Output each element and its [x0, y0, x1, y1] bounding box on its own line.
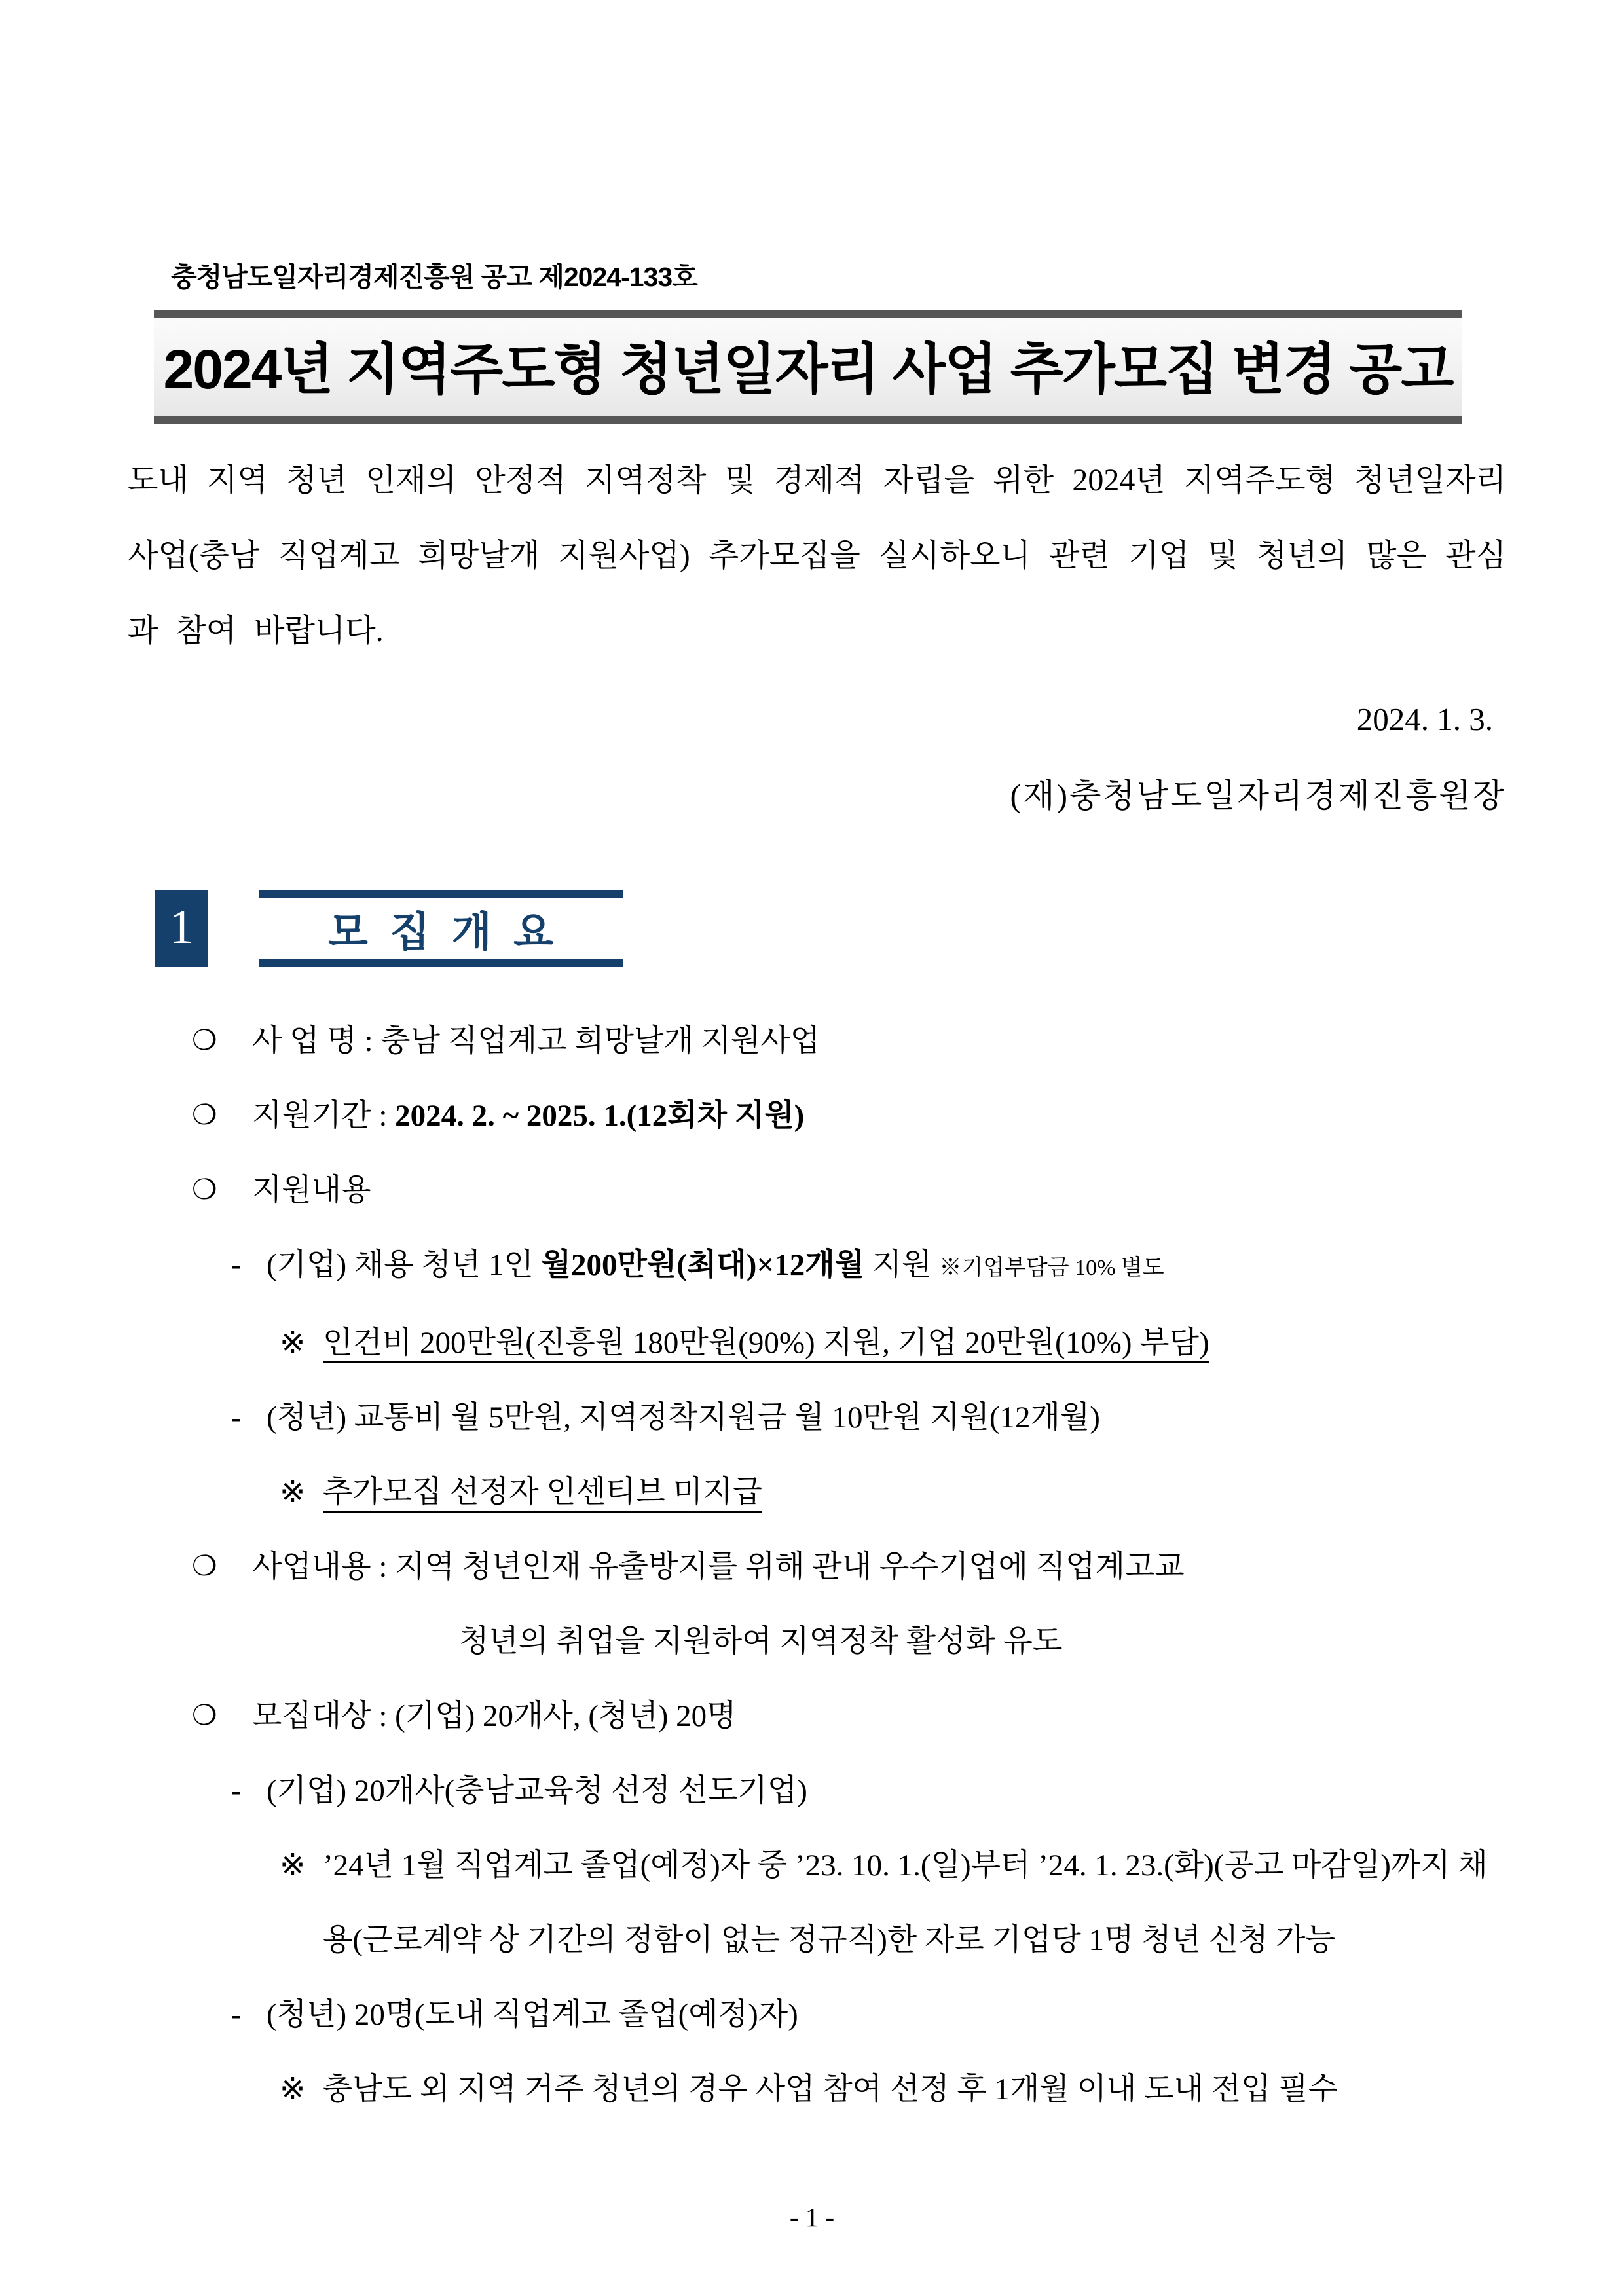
list-item — [128, 1679, 1506, 1753]
dash-bullet: - — [231, 1774, 242, 1808]
list-item — [128, 1380, 1506, 1455]
section-number-badge: 1 — [155, 890, 208, 967]
list-item-text: 지원기간 : 2024. 2. ~ 2025. 1.(12회차 지원) — [252, 1099, 805, 1133]
title-top-bar — [154, 310, 1462, 318]
reference-mark: ※ — [280, 1848, 306, 1882]
title-bottom-bar — [154, 416, 1462, 424]
list-item — [128, 1530, 1506, 1604]
list-item-text: (청년) 20명(도내 직업계고 졸업(예정)자) — [267, 1998, 798, 2032]
dash-bullet: - — [231, 1401, 242, 1435]
list-item-text: 모집대상 : (기업) 20개사, (청년) 20명 — [252, 1699, 737, 1733]
doc-number: 충청남도일자리경제진흥원 공고 제2024-133호 — [171, 262, 697, 292]
list-item-text: 충남도 외 지역 거주 청년의 경우 사업 참여 선정 후 1개월 이내 도내 전입 필수 — [323, 2072, 1338, 2106]
circle-bullet-icon: ❍ — [192, 1700, 217, 1731]
list-item — [128, 1228, 1506, 1306]
list-item-text: 사업내용 : 지역 청년인재 유출방지를 위해 관내 우수기업에 직업계고교 — [252, 1550, 1185, 1584]
list-item-text: 지원내용 — [252, 1173, 371, 1207]
circle-bullet-icon: ❍ — [192, 1025, 217, 1056]
intro-paragraph: 도내 지역 청년 인재의 안정적 지역정착 및 경제적 자립을 위한 2024년 지역주도형 청년일자리 사업(충남 직업계고 희망날개 지원사업) 추가모집을 실시하오니 관련 기업 및 청년의 많은 관심과 참여 바랍니다. — [128, 463, 1506, 648]
dash-bullet: - — [231, 1248, 242, 1282]
list-item — [128, 1604, 1506, 1679]
list-item-text: (기업) 20개사(충남교육청 선정 선도기업) — [267, 1774, 807, 1808]
reference-mark: ※ — [280, 1475, 306, 1509]
list-item-text: ’24년 1월 직업계고 졸업(예정)자 중 ’23. 10. 1.(일)부터 ’24. 1. 23.(화)(공고 마감일)까지 채용(근로계약 상 기간의 정함이 없는 정규직)한 자로 기업당 1명 청년 신청 가능 — [323, 1848, 1488, 1957]
circle-bullet-icon: ❍ — [192, 1175, 217, 1205]
issuer-signature: (재)충청남도일자리경제진흥원장 — [1010, 777, 1506, 814]
dash-bullet: - — [231, 1998, 242, 2032]
list-item — [128, 1977, 1506, 2052]
title-banner — [154, 310, 1462, 424]
list-item — [128, 2052, 1506, 2127]
reference-mark: ※ — [280, 2072, 306, 2106]
reference-mark: ※ — [280, 1326, 306, 1360]
page-number: - 1 - — [789, 2202, 835, 2232]
section-title: 모 집 개 요 — [328, 909, 559, 955]
list-item — [128, 1153, 1506, 1228]
section-header — [155, 890, 1506, 967]
list-item-text: (기업) 채용 청년 1인 월200만원(최대)×12개월 지원 ※기업부담금 10% 별도 — [267, 1248, 1164, 1282]
list-item — [128, 1004, 1506, 1078]
list-item-text: 청년의 취업을 지원하여 지역정착 활성화 유도 — [459, 1625, 1063, 1659]
section-content — [128, 1004, 1506, 2127]
circle-bullet-icon: ❍ — [192, 1100, 217, 1131]
list-item — [128, 1753, 1506, 1828]
page-title: 2024년 지역주도형 청년일자리 사업 추가모집 변경 공고 — [154, 318, 1462, 416]
section-title-box — [259, 890, 623, 967]
list-item-text: 사 업 명 : 충남 직업계고 희망날개 지원사업 — [252, 1024, 821, 1058]
list-item — [128, 1455, 1506, 1530]
list-item-text: (청년) 교통비 월 5만원, 지역정착지원금 월 10만원 지원(12개월) — [267, 1401, 1100, 1435]
list-item — [128, 1078, 1506, 1153]
list-item-text: 인건비 200만원(진흥원 180만원(90%) 지원, 기업 20만원(10%) 부담) — [323, 1326, 1209, 1360]
circle-bullet-icon: ❍ — [192, 1551, 217, 1582]
list-item — [128, 1828, 1506, 1977]
announcement-date: 2024. 1. 3. — [1356, 701, 1493, 737]
list-item-text: 추가모집 선정자 인센티브 미지급 — [323, 1475, 762, 1509]
list-item — [128, 1306, 1506, 1380]
